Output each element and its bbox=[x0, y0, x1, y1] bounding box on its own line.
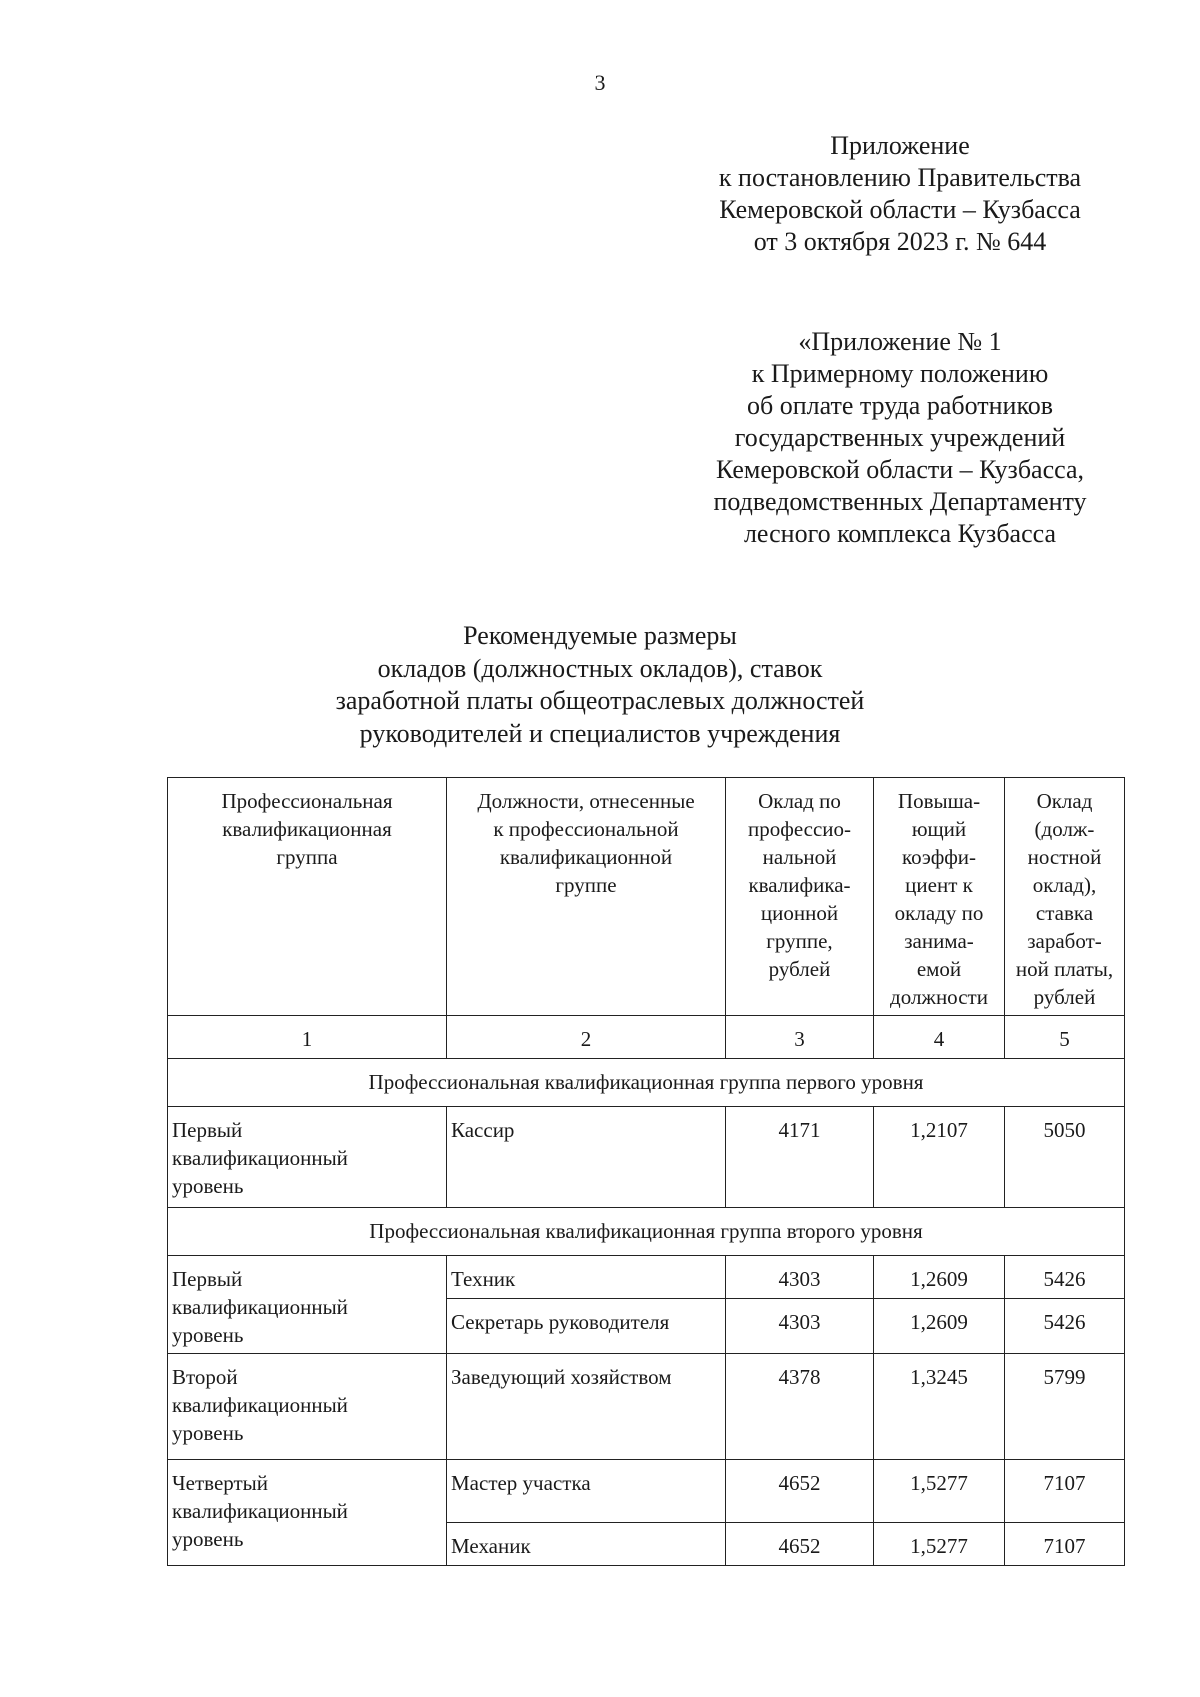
appendix-sub-line: Кемеровской области – Кузбасса, bbox=[715, 455, 1085, 484]
column-number: 3 bbox=[726, 1016, 874, 1059]
qualification-level: Второй квалификационный уровень bbox=[168, 1354, 447, 1460]
total-salary-value: 5799 bbox=[1005, 1354, 1125, 1460]
group-salary-value: 4303 bbox=[726, 1299, 874, 1354]
table-row bbox=[168, 1460, 1125, 1523]
group-title-row bbox=[168, 1059, 1125, 1107]
appendix-sub-line: к Примерному положению bbox=[751, 359, 1049, 388]
total-salary-value: 7107 bbox=[1005, 1523, 1125, 1566]
coefficient-value: 1,5277 bbox=[874, 1460, 1005, 1523]
column-number: 5 bbox=[1005, 1016, 1125, 1059]
appendix-main-line: Приложение bbox=[830, 131, 970, 160]
group-title: Профессиональная квалификационная группа первого уровня bbox=[168, 1059, 1125, 1107]
appendix-main-line: от 3 октября 2023 г. № 644 bbox=[753, 227, 1047, 256]
position-name: Техник bbox=[447, 1256, 726, 1299]
table-row bbox=[168, 1256, 1125, 1299]
appendix-sub-line: об оплате труда работников bbox=[746, 391, 1054, 420]
group-salary-value: 4303 bbox=[726, 1256, 874, 1299]
column-number: 1 bbox=[168, 1016, 447, 1059]
header-qualification-group: Профессиональная квалификационная группа bbox=[168, 778, 447, 1016]
position-name: Мастер участка bbox=[447, 1460, 726, 1523]
salary-table bbox=[167, 777, 1125, 1566]
group-title-row bbox=[168, 1208, 1125, 1256]
group-salary-value: 4378 bbox=[726, 1354, 874, 1460]
column-number: 4 bbox=[874, 1016, 1005, 1059]
total-salary-value: 7107 bbox=[1005, 1460, 1125, 1523]
title-line: руководителей и специалистов учреждения bbox=[359, 718, 841, 748]
position-name: Механик bbox=[447, 1523, 726, 1566]
position-name: Заведующий хозяйством bbox=[447, 1354, 726, 1460]
table-row bbox=[168, 1354, 1125, 1460]
qualification-level: Первый квалификационный уровень bbox=[168, 1256, 447, 1354]
appendix-main-line: Кемеровской области – Кузбасса bbox=[719, 195, 1081, 224]
column-number: 2 bbox=[447, 1016, 726, 1059]
title-line: Рекомендуемые размеры bbox=[463, 621, 737, 650]
total-salary-value: 5426 bbox=[1005, 1299, 1125, 1354]
coefficient-value: 1,2609 bbox=[874, 1299, 1005, 1354]
coefficient-value: 1,3245 bbox=[874, 1354, 1005, 1460]
table-header-row bbox=[168, 778, 1125, 1016]
appendix-sub-block bbox=[600, 326, 1200, 550]
table-row bbox=[168, 1107, 1125, 1208]
group-salary-value: 4652 bbox=[726, 1460, 874, 1523]
group-title: Профессиональная квалификационная группа второго уровня bbox=[168, 1208, 1125, 1256]
header-group-salary: Оклад по профессио- нальной квалифика- ционной группе, рублей bbox=[726, 778, 874, 1016]
title-line: окладов (должностных окладов), ставок bbox=[377, 653, 823, 683]
header-coefficient: Повыша- ющий коэффи- циент к окладу по занима- емой должности bbox=[874, 778, 1005, 1016]
appendix-sub-line: лесного комплекса Кузбасса bbox=[743, 519, 1057, 548]
qualification-level: Первый квалификационный уровень bbox=[168, 1107, 447, 1208]
total-salary-value: 5050 bbox=[1005, 1107, 1125, 1208]
header-total-salary: Оклад (долж- ностной оклад), ставка заработ- ной платы, рублей bbox=[1005, 778, 1125, 1016]
qualification-level: Четвертый квалификационный уровень bbox=[168, 1460, 447, 1566]
column-numbers-row bbox=[168, 1016, 1125, 1059]
total-salary-value: 5426 bbox=[1005, 1256, 1125, 1299]
title-line: заработной платы общеотраслевых должностей bbox=[335, 686, 865, 715]
page-number: 3 bbox=[594, 70, 606, 95]
position-name: Секретарь руководителя bbox=[447, 1299, 726, 1354]
coefficient-value: 1,2107 bbox=[874, 1107, 1005, 1208]
coefficient-value: 1,5277 bbox=[874, 1523, 1005, 1566]
appendix-main-block bbox=[600, 130, 1200, 258]
appendix-sub-line: подведомственных Департаменту bbox=[713, 487, 1087, 516]
header-positions: Должности, отнесенные к профессиональной квалификационной группе bbox=[447, 778, 726, 1016]
group-salary-value: 4652 bbox=[726, 1523, 874, 1566]
appendix-sub-line: государственных учреждений bbox=[734, 423, 1066, 452]
coefficient-value: 1,2609 bbox=[874, 1256, 1005, 1299]
document-title bbox=[0, 620, 1200, 750]
position-name: Кассир bbox=[447, 1107, 726, 1208]
appendix-sub-line: «Приложение № 1 bbox=[798, 327, 1002, 356]
appendix-main-line: к постановлению Правительства bbox=[718, 163, 1082, 192]
group-salary-value: 4171 bbox=[726, 1107, 874, 1208]
